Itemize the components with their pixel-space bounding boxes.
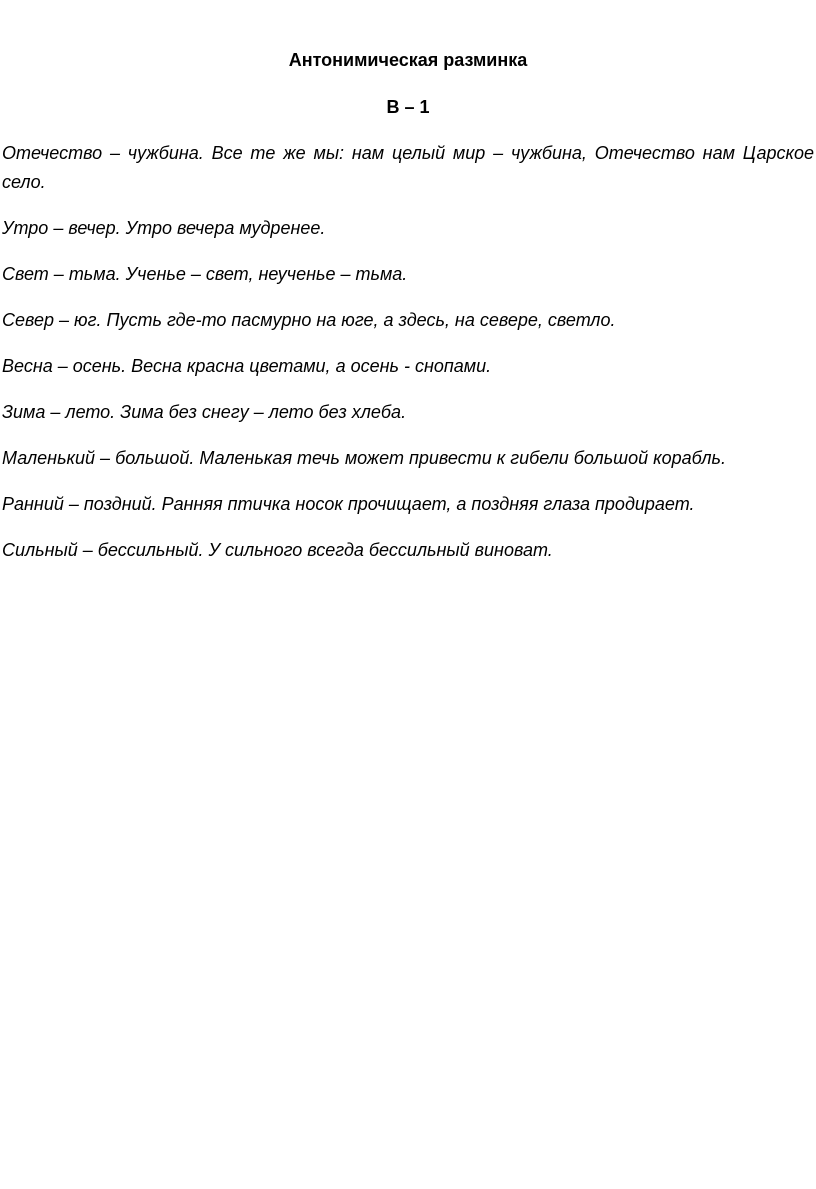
- proverb-line: Ранний – поздний. Ранняя птичка носок прочищает, а поздняя глаза продирает.: [2, 494, 695, 514]
- proverb-line: Весна – осень. Весна красна цветами, а осень - снопами.: [2, 356, 492, 376]
- proverb-line: Север – юг. Пусть где-то пасмурно на юге, а здесь, на севере, светло.: [2, 310, 616, 330]
- proverb-list: [2, 139, 814, 582]
- proverb-line: Маленький – большой. Маленькая течь может привести к гибели большой корабль.: [2, 448, 727, 468]
- variant-label: В – 1: [386, 97, 430, 117]
- page-title: Антонимическая разминка: [288, 50, 528, 70]
- proverb-line: Отечество – чужбина. Все те же мы: нам целый мир – чужбина, Отечество нам Царское село.: [2, 143, 814, 192]
- proverb-line: Зима – лето. Зима без снегу – лето без хлеба.: [2, 402, 407, 422]
- proverb-line: Утро – вечер. Утро вечера мудренее.: [2, 218, 326, 238]
- proverb-line: Свет – тьма. Ученье – свет, неученье – тьма.: [2, 264, 408, 284]
- proverb-line: Сильный – бессильный. У сильного всегда бессильный виноват.: [2, 540, 553, 560]
